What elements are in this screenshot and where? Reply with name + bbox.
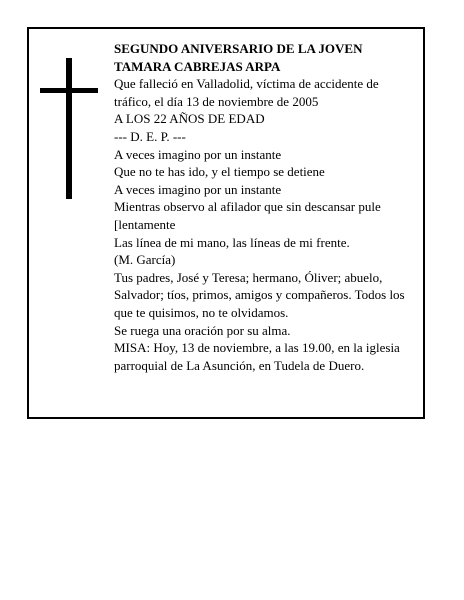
intro-line-1: Que falleció en Valladolid, víctima de accidente de <box>114 76 379 92</box>
mass-line: parroquial de La Asunción, en Tudela de Duero. <box>114 357 365 373</box>
mass-line: MISA: Hoy, 13 de noviembre, a las 19.00, en la iglesia <box>114 340 400 356</box>
family-line: Salvador; tíos, primos, amigos y compañeros. Todos los <box>114 287 405 303</box>
cross-horizontal-bar <box>40 88 98 93</box>
notice-heading-line-2: TAMARA CABREJAS ARPA <box>114 58 281 74</box>
dep-line: --- D. E. P. --- <box>114 128 186 144</box>
poem-line: A veces imagino por un instante <box>114 181 282 197</box>
poem-line: Que no te has ido, y el tiempo se detiene <box>114 164 325 180</box>
age-line: A LOS 22 AÑOS DE EDAD <box>114 111 265 127</box>
obituary-notice <box>27 27 425 419</box>
cross-icon <box>40 58 98 199</box>
poem-line: Mientras observo al afilador que sin descansar pule <box>114 199 381 215</box>
poem-line: Las línea de mi mano, las líneas de mi frente. <box>114 234 350 250</box>
cross-vertical-bar <box>66 58 72 199</box>
intro-line-2: tráfico, el día 13 de noviembre de 2005 <box>114 93 319 109</box>
poem-line: [lentamente <box>114 216 176 232</box>
poem-line: A veces imagino por un instante <box>114 146 282 162</box>
notice-text <box>114 40 426 374</box>
family-line: que te quisimos, no te olvidamos. <box>114 304 289 320</box>
notice-heading-line-1: SEGUNDO ANIVERSARIO DE LA JOVEN <box>114 41 363 56</box>
family-line: Tus padres, José y Teresa; hermano, Óliver; abuelo, <box>114 269 383 285</box>
poem-author: (M. García) <box>114 252 176 268</box>
prayer-line: Se ruega una oración por su alma. <box>114 322 291 338</box>
